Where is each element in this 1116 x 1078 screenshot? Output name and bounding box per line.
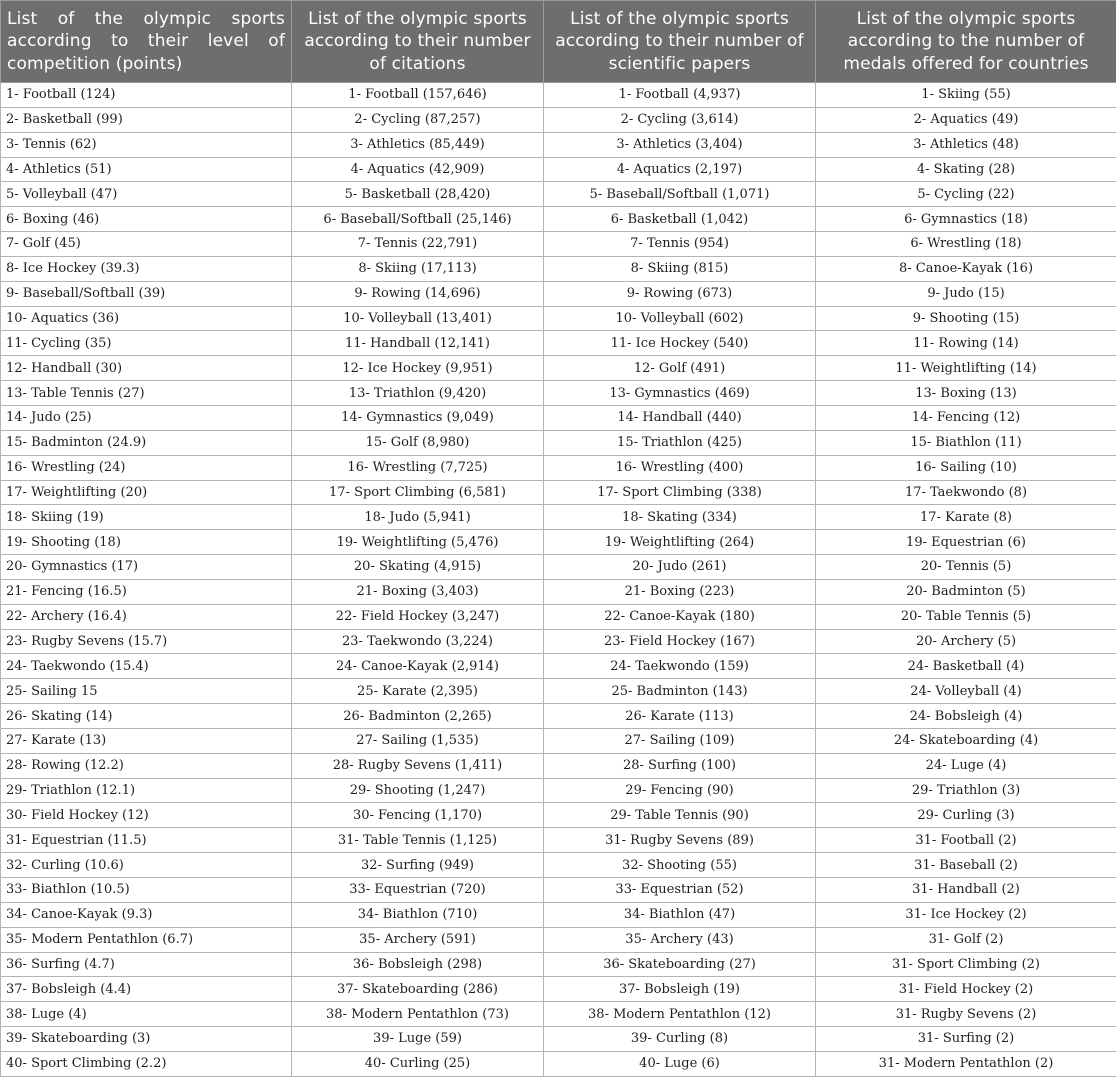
cell-medals-offered: 24- Volleyball (4) (816, 679, 1116, 704)
table-row (1, 430, 1116, 455)
cell-medals-offered: 20- Archery (5) (816, 629, 1116, 654)
table-row (1, 83, 1116, 108)
cell-competition-level: 23- Rugby Sevens (15.7) (1, 629, 292, 654)
cell-citations: 32- Surfing (949) (292, 853, 544, 878)
cell-citations: 18- Judo (5,941) (292, 505, 544, 530)
cell-citations: 31- Table Tennis (1,125) (292, 828, 544, 853)
cell-medals-offered: 29- Curling (3) (816, 803, 1116, 828)
table-row (1, 207, 1116, 232)
cell-competition-level: 21- Fencing (16.5) (1, 579, 292, 604)
cell-citations: 22- Field Hockey (3,247) (292, 604, 544, 629)
cell-medals-offered: 31- Sport Climbing (2) (816, 952, 1116, 977)
cell-medals-offered: 6- Gymnastics (18) (816, 207, 1116, 232)
cell-competition-level: 15- Badminton (24.9) (1, 430, 292, 455)
cell-competition-level: 27- Karate (13) (1, 728, 292, 753)
cell-citations: 19- Weightlifting (5,476) (292, 530, 544, 555)
cell-medals-offered: 11- Rowing (14) (816, 331, 1116, 356)
table-row (1, 256, 1116, 281)
cell-citations: 4- Aquatics (42,909) (292, 157, 544, 182)
cell-medals-offered: 1- Skiing (55) (816, 83, 1116, 108)
cell-competition-level: 2- Basketball (99) (1, 107, 292, 132)
cell-citations: 15- Golf (8,980) (292, 430, 544, 455)
cell-medals-offered: 31- Ice Hockey (2) (816, 902, 1116, 927)
table-row (1, 1002, 1116, 1027)
cell-citations: 24- Canoe-Kayak (2,914) (292, 654, 544, 679)
cell-medals-offered: 31- Golf (2) (816, 927, 1116, 952)
cell-medals-offered: 9- Shooting (15) (816, 306, 1116, 331)
table-row (1, 480, 1116, 505)
table-row (1, 927, 1116, 952)
header-medals-offered: List of the olympic sports according to the number of medals offered for countries (816, 1, 1116, 83)
cell-competition-level: 35- Modern Pentathlon (6.7) (1, 927, 292, 952)
cell-medals-offered: 17- Karate (8) (816, 505, 1116, 530)
cell-scientific-papers: 17- Sport Climbing (338) (544, 480, 816, 505)
cell-competition-level: 39- Skateboarding (3) (1, 1027, 292, 1052)
cell-citations: 3- Athletics (85,449) (292, 132, 544, 157)
cell-medals-offered: 31- Modern Pentathlon (2) (816, 1051, 1116, 1076)
table-row (1, 704, 1116, 729)
table-row (1, 356, 1116, 381)
cell-citations: 40- Curling (25) (292, 1051, 544, 1076)
cell-scientific-papers: 1- Football (4,937) (544, 83, 816, 108)
table-row (1, 902, 1116, 927)
cell-scientific-papers: 11- Ice Hockey (540) (544, 331, 816, 356)
cell-scientific-papers: 10- Volleyball (602) (544, 306, 816, 331)
cell-citations: 10- Volleyball (13,401) (292, 306, 544, 331)
cell-scientific-papers: 18- Skating (334) (544, 505, 816, 530)
cell-citations: 21- Boxing (3,403) (292, 579, 544, 604)
cell-scientific-papers: 7- Tennis (954) (544, 232, 816, 257)
cell-competition-level: 36- Surfing (4.7) (1, 952, 292, 977)
table-row (1, 281, 1116, 306)
table-row (1, 878, 1116, 903)
cell-competition-level: 24- Taekwondo (15.4) (1, 654, 292, 679)
cell-competition-level: 17- Weightlifting (20) (1, 480, 292, 505)
cell-competition-level: 4- Athletics (51) (1, 157, 292, 182)
table-row (1, 405, 1116, 430)
cell-citations: 8- Skiing (17,113) (292, 256, 544, 281)
cell-scientific-papers: 9- Rowing (673) (544, 281, 816, 306)
table-row (1, 505, 1116, 530)
cell-citations: 11- Handball (12,141) (292, 331, 544, 356)
cell-medals-offered: 5- Cycling (22) (816, 182, 1116, 207)
table-row (1, 753, 1116, 778)
cell-competition-level: 38- Luge (4) (1, 1002, 292, 1027)
cell-scientific-papers: 37- Bobsleigh (19) (544, 977, 816, 1002)
cell-citations: 9- Rowing (14,696) (292, 281, 544, 306)
header-scientific-papers: List of the olympic sports according to their number of scientific papers (544, 1, 816, 83)
cell-scientific-papers: 29- Fencing (90) (544, 778, 816, 803)
table-header (1, 1, 1116, 83)
cell-competition-level: 9- Baseball/Softball (39) (1, 281, 292, 306)
table-body (1, 83, 1116, 1077)
table-row (1, 654, 1116, 679)
cell-citations: 36- Bobsleigh (298) (292, 952, 544, 977)
cell-medals-offered: 14- Fencing (12) (816, 405, 1116, 430)
cell-scientific-papers: 23- Field Hockey (167) (544, 629, 816, 654)
cell-citations: 37- Skateboarding (286) (292, 977, 544, 1002)
cell-medals-offered: 24- Bobsleigh (4) (816, 704, 1116, 729)
cell-medals-offered: 15- Biathlon (11) (816, 430, 1116, 455)
cell-citations: 25- Karate (2,395) (292, 679, 544, 704)
cell-competition-level: 28- Rowing (12.2) (1, 753, 292, 778)
cell-competition-level: 20- Gymnastics (17) (1, 555, 292, 580)
table-row (1, 1027, 1116, 1052)
table-row (1, 679, 1116, 704)
cell-scientific-papers: 20- Judo (261) (544, 555, 816, 580)
cell-medals-offered: 8- Canoe-Kayak (16) (816, 256, 1116, 281)
cell-scientific-papers: 22- Canoe-Kayak (180) (544, 604, 816, 629)
cell-scientific-papers: 12- Golf (491) (544, 356, 816, 381)
table-row (1, 530, 1116, 555)
table-row (1, 803, 1116, 828)
cell-scientific-papers: 3- Athletics (3,404) (544, 132, 816, 157)
table-row (1, 728, 1116, 753)
cell-competition-level: 10- Aquatics (36) (1, 306, 292, 331)
cell-citations: 17- Sport Climbing (6,581) (292, 480, 544, 505)
cell-competition-level: 8- Ice Hockey (39.3) (1, 256, 292, 281)
table-row (1, 555, 1116, 580)
cell-competition-level: 22- Archery (16.4) (1, 604, 292, 629)
cell-medals-offered: 31- Baseball (2) (816, 853, 1116, 878)
cell-scientific-papers: 14- Handball (440) (544, 405, 816, 430)
cell-medals-offered: 9- Judo (15) (816, 281, 1116, 306)
cell-scientific-papers: 19- Weightlifting (264) (544, 530, 816, 555)
cell-medals-offered: 13- Boxing (13) (816, 381, 1116, 406)
cell-scientific-papers: 36- Skateboarding (27) (544, 952, 816, 977)
table-row (1, 778, 1116, 803)
table-row (1, 132, 1116, 157)
cell-citations: 12- Ice Hockey (9,951) (292, 356, 544, 381)
cell-citations: 14- Gymnastics (9,049) (292, 405, 544, 430)
cell-medals-offered: 24- Luge (4) (816, 753, 1116, 778)
cell-medals-offered: 16- Sailing (10) (816, 455, 1116, 480)
cell-competition-level: 14- Judo (25) (1, 405, 292, 430)
cell-competition-level: 11- Cycling (35) (1, 331, 292, 356)
cell-competition-level: 16- Wrestling (24) (1, 455, 292, 480)
table-row (1, 306, 1116, 331)
table-row (1, 455, 1116, 480)
cell-scientific-papers: 38- Modern Pentathlon (12) (544, 1002, 816, 1027)
header-citations: List of the olympic sports according to their number of citations (292, 1, 544, 83)
table-row (1, 331, 1116, 356)
cell-citations: 20- Skating (4,915) (292, 555, 544, 580)
cell-citations: 2- Cycling (87,257) (292, 107, 544, 132)
cell-scientific-papers: 15- Triathlon (425) (544, 430, 816, 455)
cell-scientific-papers: 40- Luge (6) (544, 1051, 816, 1076)
cell-scientific-papers: 16- Wrestling (400) (544, 455, 816, 480)
cell-citations: 34- Biathlon (710) (292, 902, 544, 927)
cell-scientific-papers: 24- Taekwondo (159) (544, 654, 816, 679)
cell-scientific-papers: 2- Cycling (3,614) (544, 107, 816, 132)
cell-scientific-papers: 33- Equestrian (52) (544, 878, 816, 903)
cell-citations: 13- Triathlon (9,420) (292, 381, 544, 406)
cell-citations: 27- Sailing (1,535) (292, 728, 544, 753)
cell-citations: 39- Luge (59) (292, 1027, 544, 1052)
cell-citations: 33- Equestrian (720) (292, 878, 544, 903)
cell-scientific-papers: 25- Badminton (143) (544, 679, 816, 704)
table-row (1, 952, 1116, 977)
cell-competition-level: 7- Golf (45) (1, 232, 292, 257)
cell-competition-level: 40- Sport Climbing (2.2) (1, 1051, 292, 1076)
cell-competition-level: 34- Canoe-Kayak (9.3) (1, 902, 292, 927)
cell-scientific-papers: 39- Curling (8) (544, 1027, 816, 1052)
table-row (1, 107, 1116, 132)
cell-citations: 23- Taekwondo (3,224) (292, 629, 544, 654)
cell-medals-offered: 17- Taekwondo (8) (816, 480, 1116, 505)
cell-medals-offered: 24- Skateboarding (4) (816, 728, 1116, 753)
cell-scientific-papers: 6- Basketball (1,042) (544, 207, 816, 232)
table-row (1, 381, 1116, 406)
cell-medals-offered: 19- Equestrian (6) (816, 530, 1116, 555)
cell-medals-offered: 11- Weightlifting (14) (816, 356, 1116, 381)
cell-competition-level: 3- Tennis (62) (1, 132, 292, 157)
cell-competition-level: 26- Skating (14) (1, 704, 292, 729)
cell-medals-offered: 20- Tennis (5) (816, 555, 1116, 580)
header-row (1, 1, 1116, 83)
cell-competition-level: 12- Handball (30) (1, 356, 292, 381)
cell-competition-level: 13- Table Tennis (27) (1, 381, 292, 406)
cell-competition-level: 33- Biathlon (10.5) (1, 878, 292, 903)
cell-scientific-papers: 5- Baseball/Softball (1,071) (544, 182, 816, 207)
cell-citations: 28- Rugby Sevens (1,411) (292, 753, 544, 778)
table-row (1, 828, 1116, 853)
cell-scientific-papers: 34- Biathlon (47) (544, 902, 816, 927)
cell-citations: 30- Fencing (1,170) (292, 803, 544, 828)
cell-medals-offered: 24- Basketball (4) (816, 654, 1116, 679)
header-competition-level: List of the olympic sports according to their level of competition (points) (1, 1, 292, 83)
cell-medals-offered: 6- Wrestling (18) (816, 232, 1116, 257)
cell-medals-offered: 31- Rugby Sevens (2) (816, 1002, 1116, 1027)
table-row (1, 157, 1116, 182)
cell-citations: 1- Football (157,646) (292, 83, 544, 108)
cell-scientific-papers: 29- Table Tennis (90) (544, 803, 816, 828)
cell-citations: 16- Wrestling (7,725) (292, 455, 544, 480)
cell-medals-offered: 31- Field Hockey (2) (816, 977, 1116, 1002)
table-row (1, 232, 1116, 257)
cell-citations: 29- Shooting (1,247) (292, 778, 544, 803)
cell-competition-level: 37- Bobsleigh (4.4) (1, 977, 292, 1002)
cell-scientific-papers: 32- Shooting (55) (544, 853, 816, 878)
cell-medals-offered: 31- Handball (2) (816, 878, 1116, 903)
cell-citations: 35- Archery (591) (292, 927, 544, 952)
cell-medals-offered: 29- Triathlon (3) (816, 778, 1116, 803)
cell-scientific-papers: 31- Rugby Sevens (89) (544, 828, 816, 853)
cell-competition-level: 31- Equestrian (11.5) (1, 828, 292, 853)
cell-competition-level: 5- Volleyball (47) (1, 182, 292, 207)
cell-citations: 7- Tennis (22,791) (292, 232, 544, 257)
cell-scientific-papers: 27- Sailing (109) (544, 728, 816, 753)
table-row (1, 604, 1116, 629)
table-row (1, 977, 1116, 1002)
cell-competition-level: 32- Curling (10.6) (1, 853, 292, 878)
cell-scientific-papers: 4- Aquatics (2,197) (544, 157, 816, 182)
cell-competition-level: 18- Skiing (19) (1, 505, 292, 530)
cell-competition-level: 1- Football (124) (1, 83, 292, 108)
cell-citations: 5- Basketball (28,420) (292, 182, 544, 207)
cell-medals-offered: 20- Badminton (5) (816, 579, 1116, 604)
table-row (1, 853, 1116, 878)
cell-competition-level: 30- Field Hockey (12) (1, 803, 292, 828)
cell-medals-offered: 31- Football (2) (816, 828, 1116, 853)
cell-medals-offered: 20- Table Tennis (5) (816, 604, 1116, 629)
cell-citations: 26- Badminton (2,265) (292, 704, 544, 729)
cell-medals-offered: 3- Athletics (48) (816, 132, 1116, 157)
table-row (1, 629, 1116, 654)
cell-medals-offered: 4- Skating (28) (816, 157, 1116, 182)
table-row (1, 182, 1116, 207)
cell-scientific-papers: 21- Boxing (223) (544, 579, 816, 604)
cell-competition-level: 19- Shooting (18) (1, 530, 292, 555)
cell-citations: 38- Modern Pentathlon (73) (292, 1002, 544, 1027)
cell-scientific-papers: 28- Surfing (100) (544, 753, 816, 778)
cell-competition-level: 6- Boxing (46) (1, 207, 292, 232)
cell-scientific-papers: 35- Archery (43) (544, 927, 816, 952)
cell-scientific-papers: 8- Skiing (815) (544, 256, 816, 281)
cell-medals-offered: 31- Surfing (2) (816, 1027, 1116, 1052)
cell-medals-offered: 2- Aquatics (49) (816, 107, 1116, 132)
table-row (1, 579, 1116, 604)
cell-scientific-papers: 26- Karate (113) (544, 704, 816, 729)
cell-citations: 6- Baseball/Softball (25,146) (292, 207, 544, 232)
table-row (1, 1051, 1116, 1076)
cell-competition-level: 29- Triathlon (12.1) (1, 778, 292, 803)
cell-competition-level: 25- Sailing 15 (1, 679, 292, 704)
cell-scientific-papers: 13- Gymnastics (469) (544, 381, 816, 406)
